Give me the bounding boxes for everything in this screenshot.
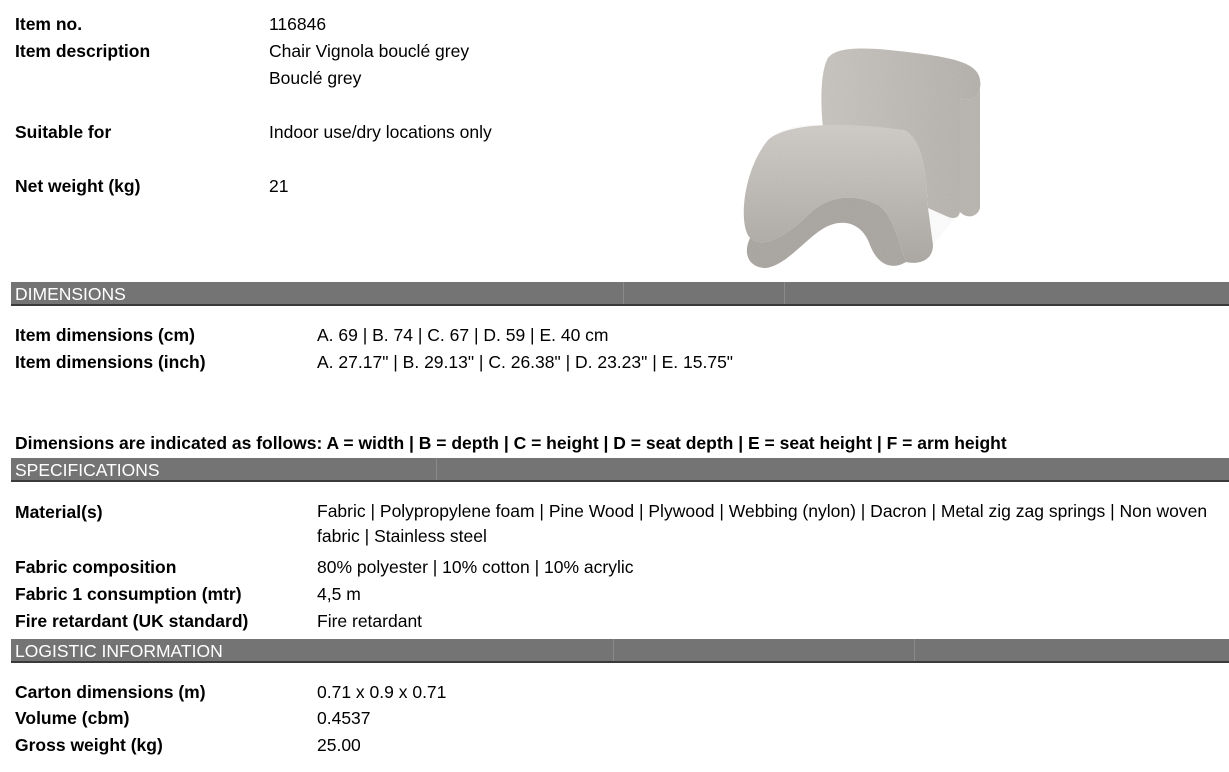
fabric-composition-value: 80% polyester | 10% cotton | 10% acrylic: [317, 557, 634, 577]
fabric-consumption-label: Fabric 1 consumption (mtr): [15, 584, 242, 604]
dimensions-header: [11, 282, 1229, 306]
item-dimensions-inch-label: Item dimensions (inch): [15, 352, 206, 372]
header-divider: [613, 639, 614, 661]
suitable-for-value: Indoor use/dry locations only: [269, 122, 492, 142]
dimensions-legend: Dimensions are indicated as follows: A = width | B = depth | C = height | D = seat depth | E = seat height | F = arm height: [15, 433, 1007, 453]
fabric-consumption-value: 4,5 m: [317, 584, 361, 604]
item-description-line2: Bouclé grey: [269, 68, 362, 88]
item-no-label: Item no.: [15, 14, 83, 34]
gross-weight-value: 25.00: [317, 735, 361, 755]
header-divider: [914, 639, 915, 661]
gross-weight-label: Gross weight (kg): [15, 735, 163, 755]
chair-product-image: [728, 40, 998, 276]
suitable-for-label: Suitable for: [15, 122, 112, 142]
dimensions-header-label: DIMENSIONS: [15, 284, 126, 304]
item-description-line1: Chair Vignola bouclé grey: [269, 41, 470, 61]
header-divider: [623, 282, 624, 304]
item-dimensions-cm-label: Item dimensions (cm): [15, 325, 195, 345]
carton-dimensions-label: Carton dimensions (m): [15, 682, 206, 702]
fire-retardant-label: Fire retardant (UK standard): [15, 611, 249, 631]
header-divider: [436, 458, 437, 480]
item-no-value: 116846: [269, 14, 327, 34]
net-weight-value: 21: [269, 176, 289, 196]
logistic-information-header: [11, 639, 1229, 663]
net-weight-label: Net weight (kg): [15, 176, 141, 196]
carton-dimensions-value: 0.71 x 0.9 x 0.71: [317, 682, 447, 702]
fire-retardant-value: Fire retardant: [317, 611, 423, 631]
item-dimensions-cm-value: A. 69 | B. 74 | C. 67 | D. 59 | E. 40 cm: [317, 325, 609, 345]
volume-value: 0.4537: [317, 708, 371, 728]
materials-value: Fabric | Polypropylene foam | Pine Wood | Plywood | Webbing (nylon) | Dacron | Metal zig zag springs | Non woven fabric | Stainless steel: [317, 501, 1208, 546]
item-dimensions-inch-value: A. 27.17" | B. 29.13" | C. 26.38" | D. 23.23" | E. 15.75": [317, 352, 734, 372]
specifications-header-label: SPECIFICATIONS: [15, 460, 160, 480]
logistic-information-header-label: LOGISTIC INFORMATION: [15, 641, 223, 661]
materials-label: Material(s): [15, 502, 103, 522]
fabric-composition-label: Fabric composition: [15, 557, 177, 577]
volume-label: Volume (cbm): [15, 708, 130, 728]
header-divider: [784, 282, 785, 304]
specifications-header: [11, 458, 1229, 482]
item-description-label: Item description: [15, 41, 151, 61]
